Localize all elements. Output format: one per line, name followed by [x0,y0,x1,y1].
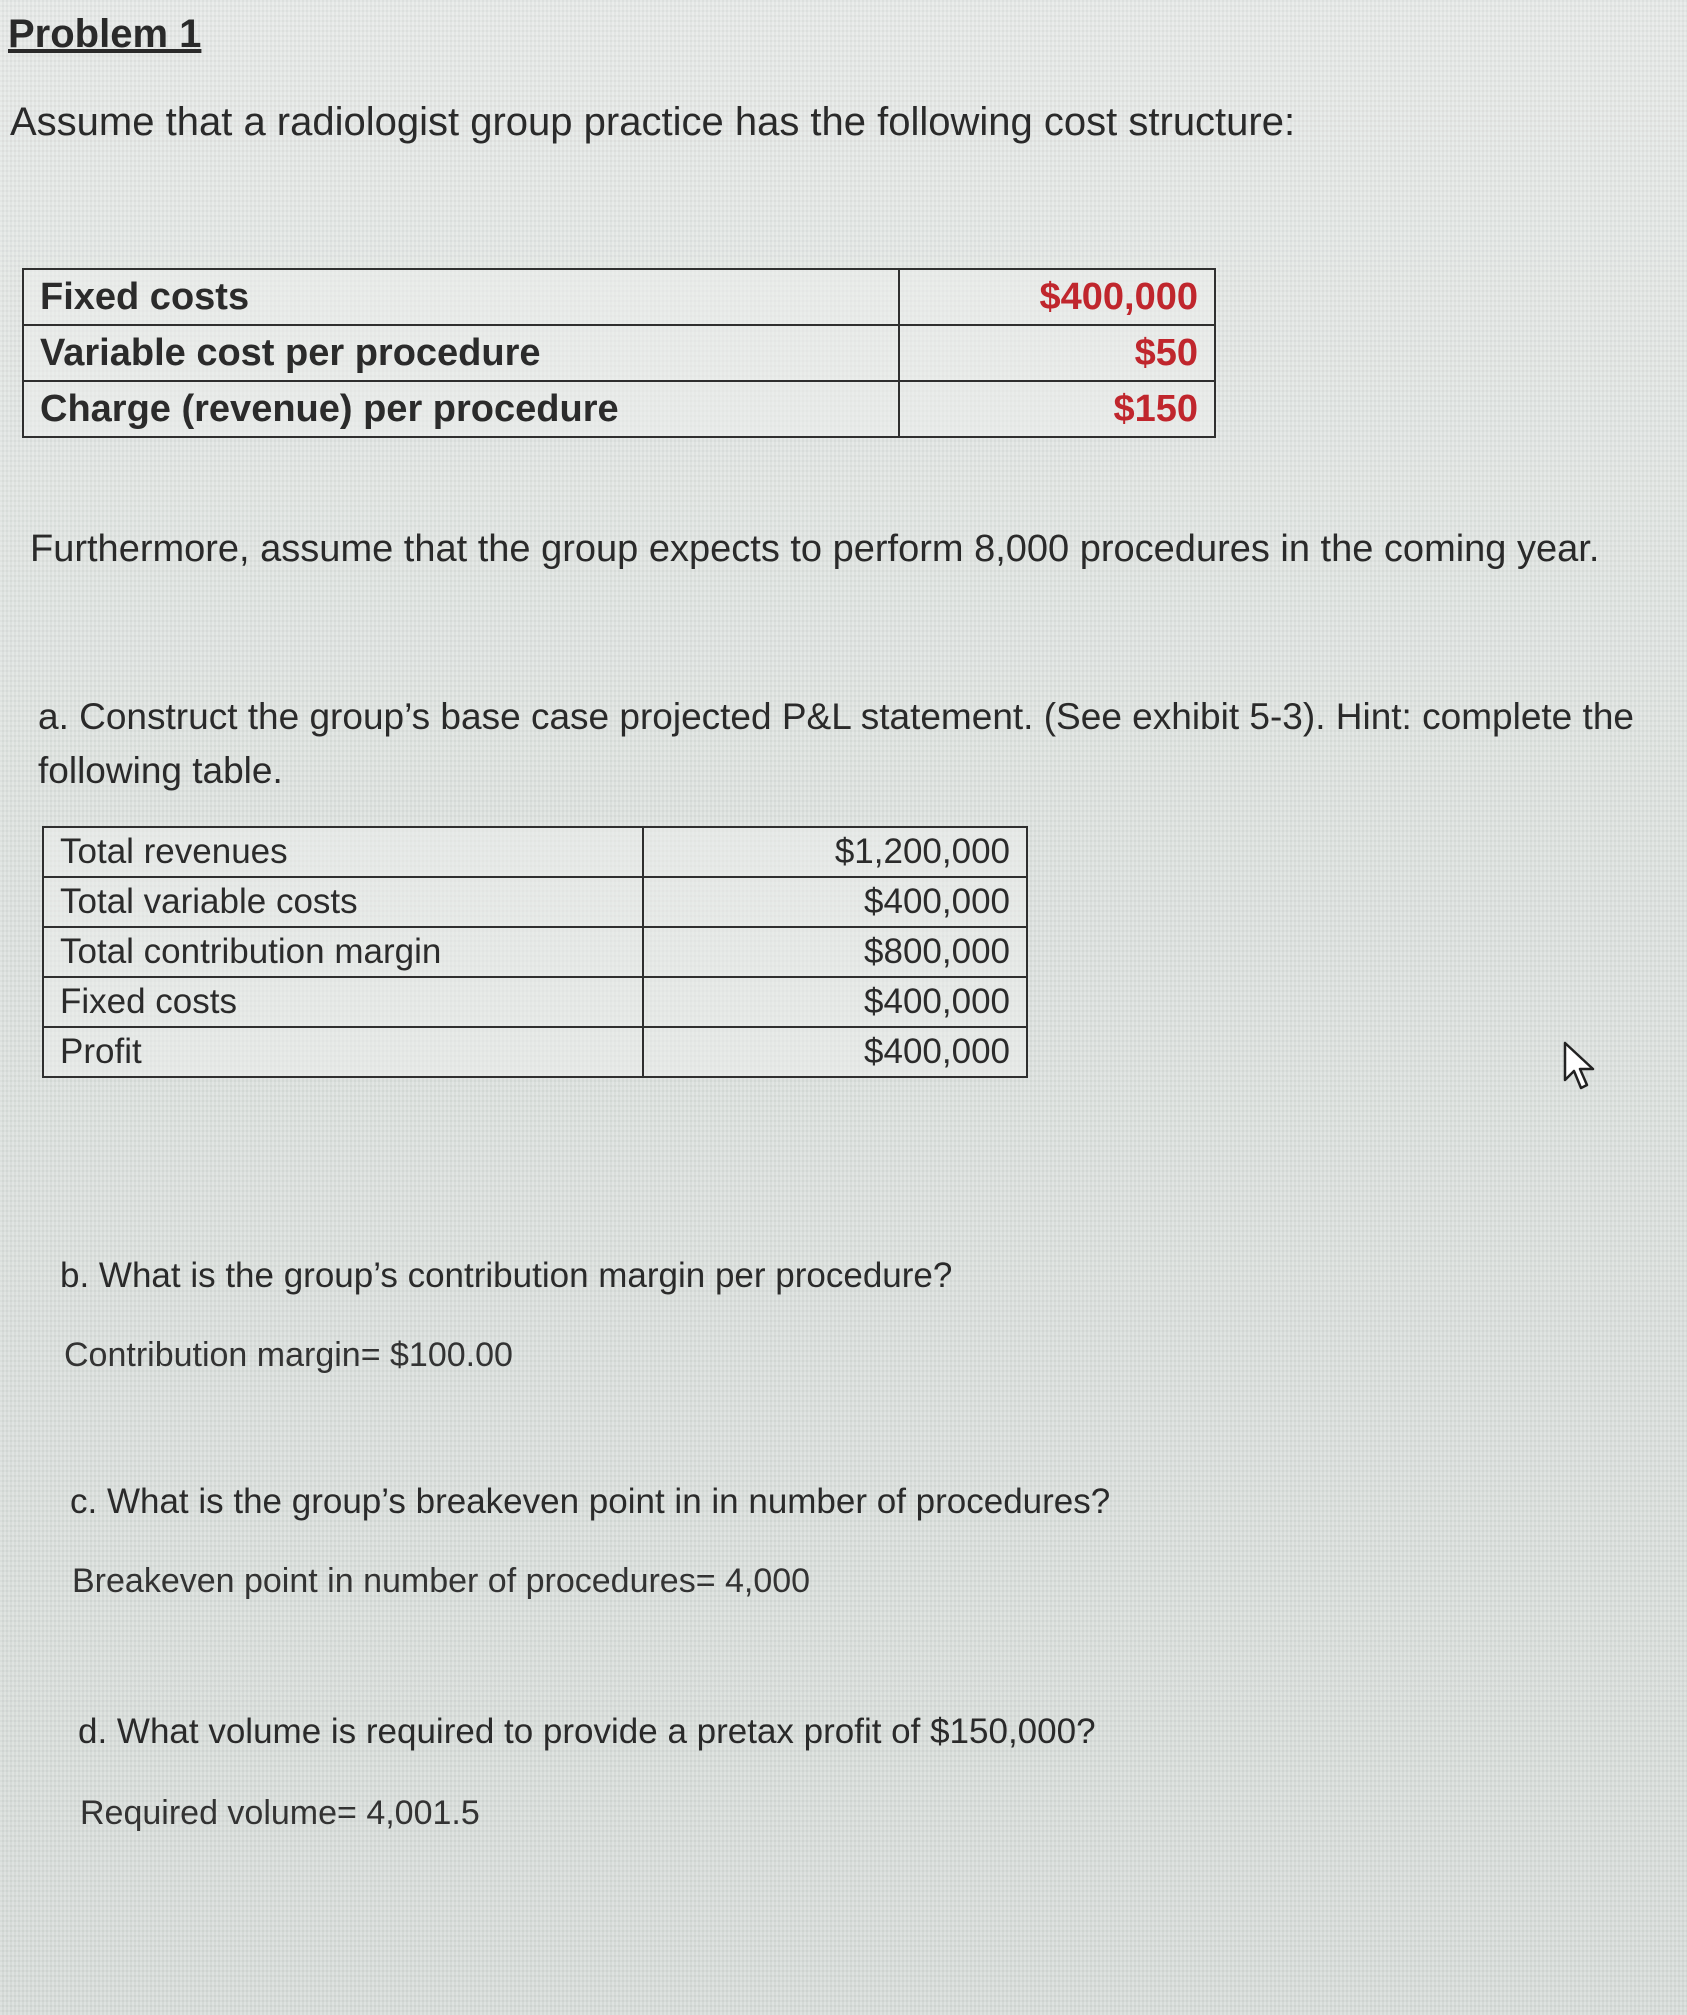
part-b-question: b. What is the group’s contribution margin per procedure? [60,1256,953,1295]
table-row [23,269,1215,325]
pl-label: Total revenues [43,827,643,877]
pl-statement-table [42,826,1028,1078]
cost-value: $400,000 [899,269,1215,325]
table-row [43,827,1027,877]
cost-label: Charge (revenue) per procedure [23,381,899,437]
table-row [43,1027,1027,1077]
mouse-pointer-icon [1562,1040,1602,1092]
pl-label: Total contribution margin [43,927,643,977]
table-row [43,977,1027,1027]
pl-value: $400,000 [643,1027,1028,1077]
pl-label: Profit [43,1027,643,1077]
part-b-answer: Contribution margin= $100.00 [64,1336,513,1374]
page-title: Problem 1 [8,12,202,56]
pl-value: $400,000 [643,977,1028,1027]
table-row [23,381,1215,437]
table-row [43,927,1027,977]
part-c-answer: Breakeven point in number of procedures= 4,000 [72,1562,811,1600]
pl-label: Total variable costs [43,877,643,927]
cost-structure-table [22,268,1216,438]
part-c-question: c. What is the group’s breakeven point in in number of procedures? [70,1482,1111,1521]
cost-value: $150 [899,381,1215,437]
cost-label: Variable cost per procedure [23,325,899,381]
pl-label: Fixed costs [43,977,643,1027]
assumption-text: Furthermore, assume that the group expects to perform 8,000 procedures in the coming year. [30,528,1600,570]
table-row [23,325,1215,381]
part-d-question: d. What volume is required to provide a pretax profit of $150,000? [78,1712,1096,1751]
pl-value: $400,000 [643,877,1028,927]
pl-value: $800,000 [643,927,1028,977]
intro-text: Assume that a radiologist group practice has the following cost structure: [10,100,1296,144]
part-a-question: a. Construct the group’s base case projected P&L statement. (See exhibit 5-3). Hint: complete the following table. [38,696,1634,791]
pl-value: $1,200,000 [643,827,1028,877]
cost-label: Fixed costs [23,269,899,325]
cost-value: $50 [899,325,1215,381]
table-row [43,877,1027,927]
part-d-answer: Required volume= 4,001.5 [80,1794,480,1832]
